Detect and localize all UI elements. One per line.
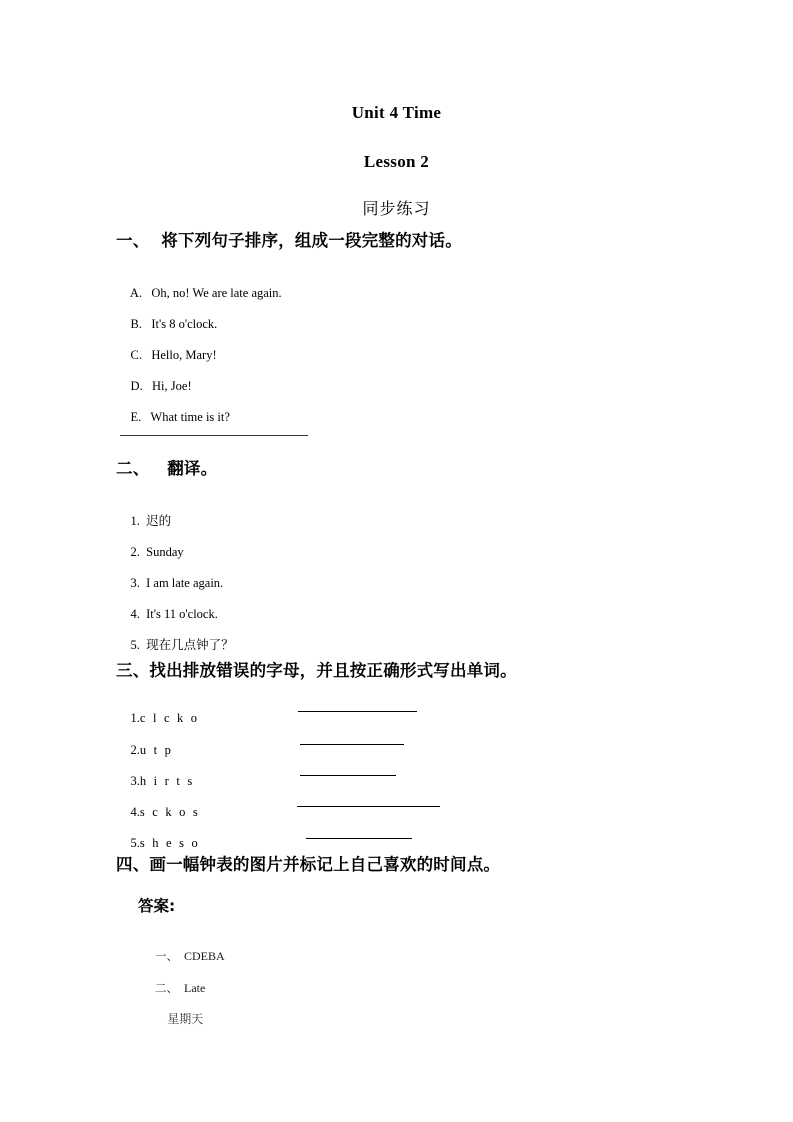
page-subtitle-secondary: 同步练习	[362, 199, 431, 218]
scramble-answer-blank[interactable]	[300, 775, 396, 776]
list-item-text: Hi, Joe!	[152, 378, 192, 393]
list-item-label: 3.	[130, 575, 140, 590]
scramble-item-label: 5.	[130, 835, 140, 850]
list-item-label: D.	[130, 378, 143, 393]
scramble-item-label: 4.	[130, 804, 140, 819]
list-item-text: What time is it?	[150, 409, 230, 424]
scramble-item-letters: h i r t s	[139, 773, 195, 788]
answer-item-number: 二、	[155, 981, 178, 995]
answer-item	[152, 1001, 203, 1037]
list-item-text: It's 11 o'clock.	[146, 606, 218, 621]
list-item	[118, 398, 230, 436]
scramble-answer-blank[interactable]	[298, 711, 417, 712]
list-item-text: I am late again.	[146, 575, 224, 590]
scramble-answer-blank[interactable]	[297, 806, 440, 807]
scramble-item-letters: c l c k o	[139, 710, 200, 725]
section-one-heading: 一、 将下列句子排序，组成一段完整的对话。	[116, 231, 462, 250]
scramble-item-letters: u t p	[139, 742, 174, 757]
list-item-label: E.	[130, 409, 142, 424]
section-three-heading: 三、找出排放错误的字母，并且按正确形式写出单词。	[116, 661, 517, 680]
answer-item-number: 一、	[155, 949, 178, 963]
scramble-answer-blank[interactable]	[306, 838, 412, 839]
title-block	[0, 104, 793, 217]
scramble-item-label: 1.	[130, 710, 140, 725]
scramble-item-label: 2.	[130, 742, 140, 757]
answer-item-text: CDEBA	[184, 949, 225, 963]
list-item	[118, 626, 234, 664]
list-item-label: A.	[129, 285, 142, 300]
section-four-heading: 四、画一幅钟表的图片并标记上自己喜欢的时间点。	[116, 855, 501, 874]
section-one-answer-blank[interactable]	[120, 435, 308, 436]
answers-label: 答案:	[138, 897, 176, 915]
list-item-label: 5.	[130, 637, 140, 652]
page-subtitle: Lesson 2	[363, 152, 430, 171]
page-title: Unit 4 Time	[351, 103, 442, 122]
list-item-label: 4.	[130, 606, 140, 621]
list-item-text: Oh, no! We are late again.	[151, 285, 282, 300]
list-item-text: Hello, Mary!	[151, 347, 217, 362]
list-item-label: 1.	[130, 513, 140, 528]
list-item-text: Sunday	[146, 544, 184, 559]
list-item-text: 现在几点钟了？	[146, 636, 234, 652]
scramble-item-letters: s c k o s	[139, 804, 200, 819]
list-item-text: It's 8 o'clock.	[151, 316, 218, 331]
scramble-answer-blank[interactable]	[300, 744, 404, 745]
scramble-item-letters: s h e s o	[139, 835, 200, 850]
list-item-label: C.	[130, 347, 142, 362]
section-two-heading: 二、 翻译。	[116, 459, 218, 478]
list-item-text: 迟的	[146, 512, 172, 528]
list-item-label: 2.	[130, 544, 140, 559]
scramble-item-label: 3.	[130, 773, 140, 788]
answer-item-text: Late	[184, 981, 206, 995]
answer-item-text: 星期天	[167, 1012, 204, 1026]
list-item-label: B.	[130, 316, 142, 331]
